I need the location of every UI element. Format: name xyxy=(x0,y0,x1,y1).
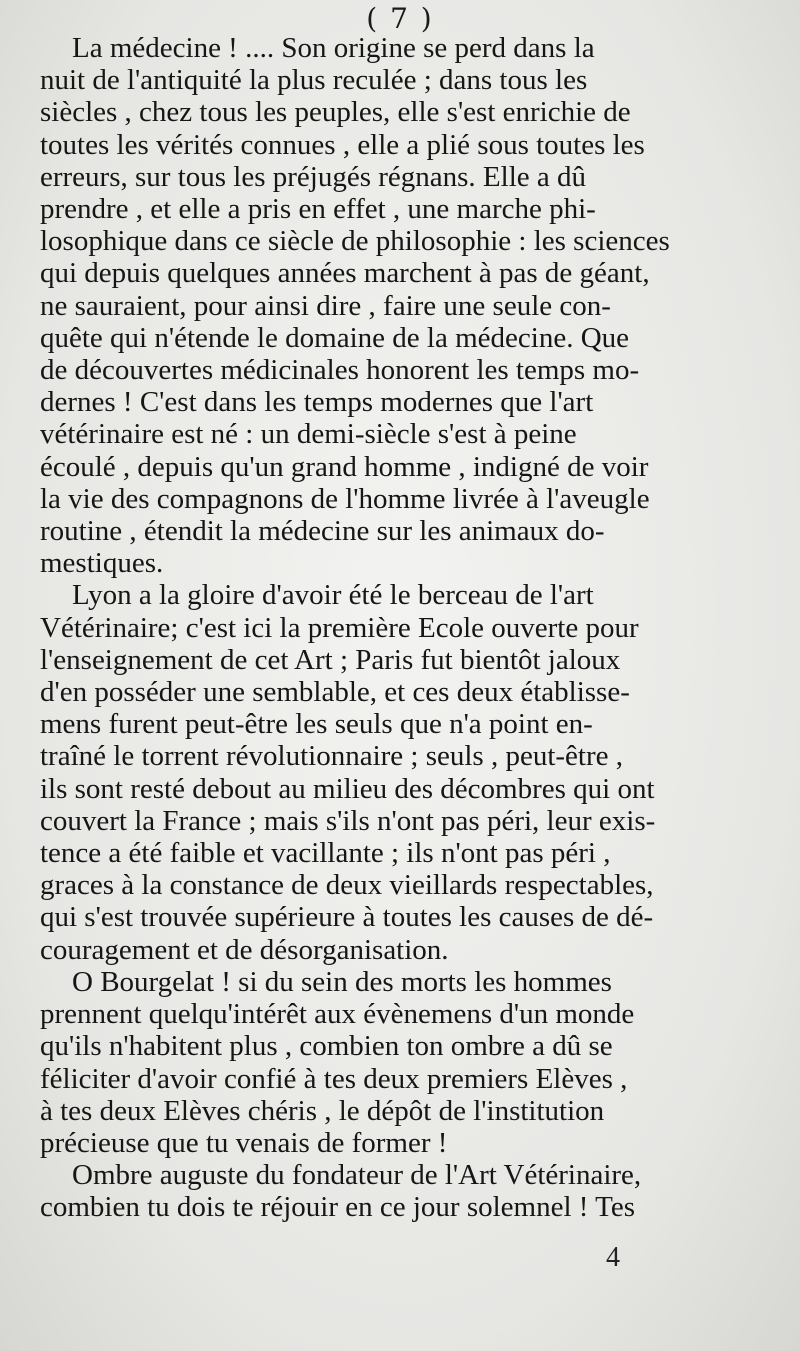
text-line: erreurs, sur tous les préjugés régnans. Elle a dû xyxy=(40,160,587,193)
text-line: mestiques. xyxy=(40,547,164,580)
text-line: graces à la constance de deux vieillards respectables, xyxy=(40,869,654,902)
text-line: Ombre auguste du fondateur de l'Art Vétérinaire, xyxy=(72,1159,642,1192)
text-line: couragement et de désorganisation. xyxy=(40,933,449,966)
text-line: qui s'est trouvée supérieure à toutes les causes de dé- xyxy=(40,901,654,934)
text-line: précieuse que tu venais de former ! xyxy=(40,1126,448,1159)
signature-mark: 4 xyxy=(606,1242,620,1273)
text-line: quête qui n'étende le domaine de la médecine. Que xyxy=(40,321,630,354)
text-line: prendre , et elle a pris en effet , une marche phi- xyxy=(40,193,596,226)
text-line: combien tu dois te réjouir en ce jour solemnel ! Tes xyxy=(40,1191,635,1224)
text-line: traîné le torrent révolutionnaire ; seuls , peut-être , xyxy=(40,740,624,773)
text-line: siècles , chez tous les peuples, elle s'est enrichie de xyxy=(40,96,631,129)
text-line: mens furent peut-être les seuls que n'a point en- xyxy=(40,708,593,741)
text-line: tence a été faible et vacillante ; ils n'ont pas péri , xyxy=(40,837,611,870)
text-line: O Bourgelat ! si du sein des morts les hommes xyxy=(72,965,612,998)
text-line: écoulé , depuis qu'un grand homme , indigné de voir xyxy=(40,450,649,483)
text-line: l'enseignement de cet Art ; Paris fut bientôt jaloux xyxy=(40,643,621,676)
text-line: nuit de l'antiquité la plus reculée ; dans tous les xyxy=(40,64,588,97)
text-line: Lyon a la gloire d'avoir été le berceau de l'art xyxy=(72,579,594,612)
paragraph xyxy=(40,966,760,1159)
paragraph xyxy=(40,1159,760,1223)
text-line: qu'ils n'habitent plus , combien ton ombre a dû se xyxy=(40,1030,613,1063)
page-number: ( 7 ) xyxy=(366,2,434,35)
text-line: Vétérinaire; c'est ici la première Ecole ouverte pour xyxy=(40,611,639,644)
text-line: à tes deux Elèves chéris , le dépôt de l'institution xyxy=(40,1094,605,1127)
text-line: La médecine ! .... Son origine se perd dans la xyxy=(72,32,595,64)
paragraph xyxy=(40,32,760,579)
paragraph xyxy=(40,579,760,965)
text-line: dernes ! C'est dans les temps modernes que l'art xyxy=(40,386,594,419)
text-line: ne sauraient, pour ainsi dire , faire une seule con- xyxy=(40,289,611,322)
body-text xyxy=(40,32,760,1224)
text-line: féliciter d'avoir confié à tes deux premiers Elèves , xyxy=(40,1062,628,1095)
text-line: ils sont resté debout au milieu des décombres qui ont xyxy=(40,772,655,805)
text-line: vétérinaire est né : un demi-siècle s'est à peine xyxy=(40,418,577,451)
text-line: la vie des compagnons de l'homme livrée à l'aveugle xyxy=(40,482,650,515)
text-line: routine , étendit la médecine sur les animaux do- xyxy=(40,515,605,548)
text-line: toutes les vérités connues , elle a plié sous toutes les xyxy=(40,128,645,161)
text-line: qui depuis quelques années marchent à pas de géant, xyxy=(40,257,650,290)
text-line: d'en posséder une semblable, et ces deux établisse- xyxy=(40,676,630,709)
text-line: prennent quelqu'intérêt aux évènemens d'un monde xyxy=(40,998,635,1031)
text-line: de découvertes médicinales honorent les temps mo- xyxy=(40,354,640,387)
text-line: couvert la France ; mais s'ils n'ont pas péri, leur exis- xyxy=(40,804,656,837)
text-line: losophique dans ce siècle de philosophie : les sciences xyxy=(40,225,670,258)
